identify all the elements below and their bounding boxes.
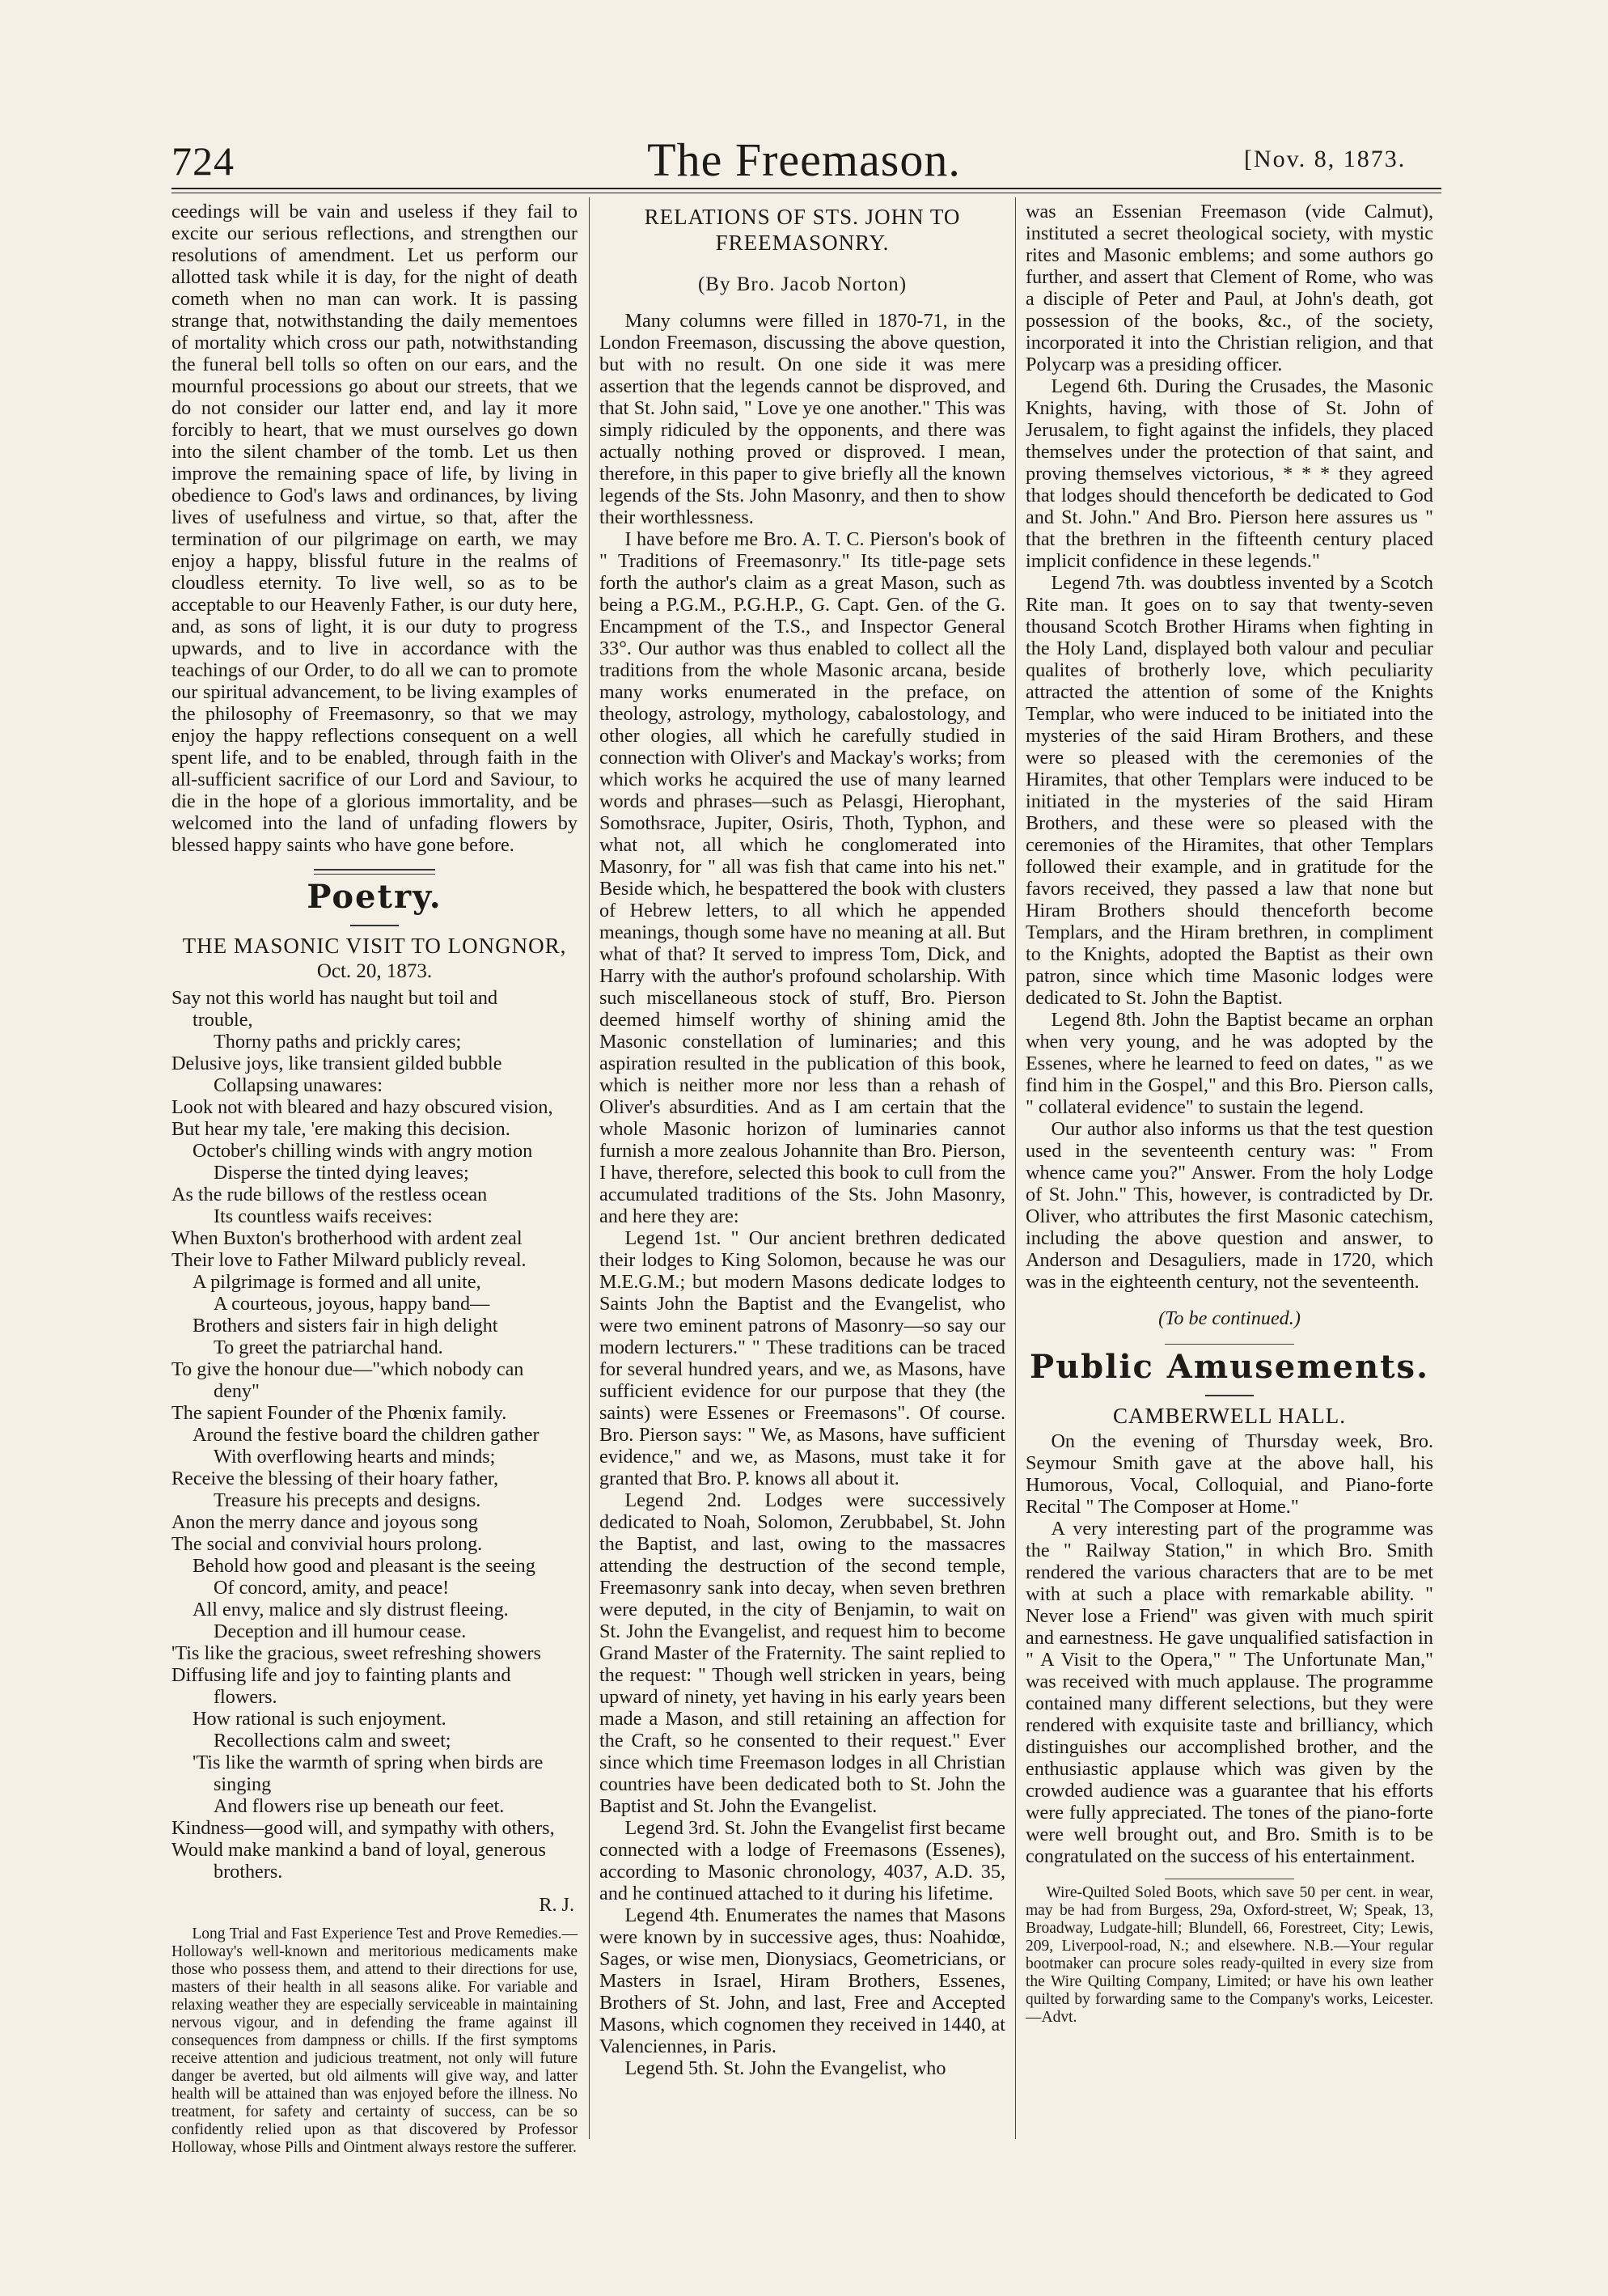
poem-line: Delusive joys, like transient gilded bubble xyxy=(171,1053,502,1074)
poem-line: Collapsing unawares: xyxy=(214,1074,383,1096)
page-number: 724 xyxy=(171,138,235,184)
poem-date: Oct. 20, 1873. xyxy=(316,960,433,982)
poem-line: A pilgrimage is formed and all unite, xyxy=(193,1271,481,1293)
section-heading-public-amusements: Public Amusements. xyxy=(1030,1348,1429,1386)
header-rule xyxy=(171,188,1441,189)
poem-line: Recollections calm and sweet; xyxy=(214,1730,451,1752)
poem-line: brothers. xyxy=(214,1861,283,1883)
poem-line: Treasure his precepts and designs. xyxy=(214,1489,481,1511)
hall-paragraph: On the evening of Thursday week, Bro. Seymour Smith gave at the above hall, his Humorous, Vocal, Colloquial, and Piano-forte Recital " The Composer at Home." xyxy=(1026,1430,1433,1518)
article-paragraph: Legend 2nd. Lodges were successively dedicated to Noah, Solomon, Zerubbabel, St. John the Baptist, and last, owing to the massacres attending the destruction of the second temple, Freemasonry sank into decay, when seven brethren were deputed, in the city of Benjamin, to wait on St. John the Evangelist, and request him to become Grand Master of the Fraternity. The saint replied to the request: " Though well stricken in years, being upward of ninety, yet having in his early years been made a Mason, and still retaining an affection for the Craft, so he consented to their request." Ever since which time Freemason lodges in all Christian countries have been dedicated both to St. John the Baptist and St. John the Evangelist. xyxy=(599,1489,1005,1817)
poem-line: Thorny paths and prickly cares; xyxy=(214,1031,462,1053)
poem-line: Their love to Father Milward publicly reveal. xyxy=(171,1249,527,1271)
poem-line: To greet the patriarchal hand. xyxy=(214,1337,443,1358)
poem-line: The social and convivial hours prolong. xyxy=(171,1533,483,1555)
column-right xyxy=(1026,201,1433,2027)
poem-line: When Buxton's brotherhood with ardent zeal xyxy=(171,1227,523,1249)
article-paragraph: Legend 6th. During the Crusades, the Masonic Knights, having, with those of St. John of Jerusalem, to fight against the infidels, they placed themselves under the protection of that saint, and proving themselves victorious, * * * they agreed that lodges should thenceforth be dedicated to God and St. John." And Bro. Pierson here assures us " that the brethren in the fifteenth century placed implicit confidence in these legends." xyxy=(1026,375,1433,572)
poem-line: Say not this world has naught but toil and xyxy=(171,987,498,1009)
article-paragraph: Legend 4th. Enumerates the names that Masons were known by in successive ages, thus: Noahidœ, Sages, or wise men, Dionysiacs, Geometricians, or Masters in Israel, Hiram Brothers, Essenes, Brothers of St. John, and last, Free and Accepted Masons, which cognomen they received in 1440, at Valenciennes, in Paris. xyxy=(599,1904,1005,2057)
holloway-advert: Long Trial and Fast Experience Test and Prove Remedies.—Holloway's well-known and meritorious medicaments make those who possess them, and attend to their directions for use, masters of their health in all seasons alike. For variable and relaxing weather they are especially serviceable in maintaining nervous vigour, and in defending the frame against ill consequences from dampness or chills. If the first symptoms receive attention and judicious treatment, not only will future danger be averted, but old ailments will give way, and latter health will be attained than was enjoyed before the illness. No treatment, for safety and certainty of success, can be so confidently relied upon as that discovered by Professor Holloway, whose Pills and Ointment always restore the sufferer. xyxy=(171,1925,578,2156)
column-middle xyxy=(599,201,1005,2079)
boots-advert: Wire-Quilted Soled Boots, which save 50 per cent. in wear, may be had from Burgess, 29a, Oxford-street, W; Speak, 13, Broadway, Ludgate-hill; Blundell, 66, Forestreet, City; Lewis, 209, Liverpool-road, N.; and elsewhere. N.B.—Your regular bootmaker can procure soles ready-quilted in every size from the Wire Quilting Company, Limited; or have his own leather quilted by forwarding same to the Company's works, Leicester.—Advt. xyxy=(1026,1884,1433,2026)
poem-line: 'Tis like the gracious, sweet refreshing showers xyxy=(171,1642,541,1664)
poem-line: Diffusing life and joy to fainting plants and xyxy=(171,1664,511,1686)
poem-line: The sapient Founder of the Phœnix family. xyxy=(171,1402,507,1424)
poem-line: As the rude billows of the restless ocean xyxy=(171,1184,488,1205)
poem-title: THE MASONIC VISIT TO LONGNOR, xyxy=(182,934,567,958)
article-paragraph: Legend 7th. was doubtless invented by a Scotch Rite man. It goes on to say that twenty-seven thousand Scotch Brother Hirams when fighting in the Holy Land, displayed both valour and peculiar qualites of brotherly love, which peculiarity attracted the attention of some of the Knights Templar, who were induced to be initiated into the mysteries of the said Hiram Brothers, and these were so pleased with the ceremonies of the Hiramites, that other Templars were induced to be initiated in the mysteries of the said Hiram Brothers, and these were so pleased with the ceremonies of the Hiramites, that other Templars followed their example, and in gratitude for the favors received, they passed a law that none but Hiram Brothers should thenceforth become Templars, and the Hiram brethren, in compliment to the Knights, adopted the Baptist as their own patron, since which time Masonic lodges were dedicated to St. John the Baptist. xyxy=(1026,572,1433,1009)
column-left xyxy=(171,201,578,2157)
poem-line: October's chilling winds with angry motion xyxy=(193,1140,533,1162)
section-rule xyxy=(1165,1344,1294,1345)
poem-line: With overflowing hearts and minds; xyxy=(214,1446,496,1468)
section-rule xyxy=(314,869,435,875)
poem-line: Kindness—good will, and sympathy with others, xyxy=(171,1817,555,1839)
article-paragraph: was an Essenian Freemason (vide Calmut), instituted a secret theological society, with mystic rites and Masonic emblems; and some authors go further, and assert that Clement of Rome, who was a disciple of Peter and Paul, at John's death, got possession of the books, &c., of the society, incorporated it into the Christian religion, and that Polycarp was a presiding officer. xyxy=(1026,201,1433,375)
article-paragraph: Legend 1st. " Our ancient brethren dedicated their lodges to King Solomon, because he was our M.E.G.M.; but modern Masons dedicate lodges to Saints John the Baptist and the Evangelist, who were two eminent patrons of Masonry—so say our modern lecturers." " These traditions can be traced for several hundred years, and we, as Masons, have sufficient evidence for our purpose that they (the saints) were Essenes or Freemasons". Of course. Bro. Pierson says: " We, as Masons, have sufficient evidence," and we, as Masons, must take it for granted that Bro. P. knows all about it. xyxy=(599,1227,1005,1489)
article-paragraph: Legend 8th. John the Baptist became an orphan when very young, and he was adopted by the Essenes, where he learned to feed on dates, " as we find him in the Gospel," and this Bro. Pierson calls, " collateral evidence" to sustain the legend. xyxy=(1026,1009,1433,1118)
section-divider xyxy=(1205,1395,1254,1396)
poem-line: Would make mankind a band of loyal, generous xyxy=(171,1839,546,1861)
article-paragraph: Legend 5th. St. John the Evangelist, who xyxy=(624,2057,946,2079)
hall-paragraph: A very interesting part of the programme was the " Railway Station," in which Bro. Smith rendered the various characters that are to be met with at such a place with remarkable ability. " Never lose a Friend" was given with much spirit and earnestness. He gave unqualified satisfaction in " A Visit to the Opera," " The Unfortunate Man," was received with much applause. The programme contained many different selections, but they were rendered with exquisite taste and brilliancy, which distinguishes our accomplished brother, and the enthusiastic applause which was given by the crowded audience was a guarantee that his efforts were fully appreciated. The tones of the piano-forte were well brought out, and Bro. Smith is to be congratulated on the success of his entertainment. xyxy=(1026,1518,1433,1867)
poem-line: And flowers rise up beneath our feet. xyxy=(214,1795,505,1817)
masthead-title: The Freemason. xyxy=(647,133,961,186)
poem-line: Of concord, amity, and peace! xyxy=(214,1577,450,1599)
poem-line: Around the festive board the children gather xyxy=(193,1424,540,1446)
poem-line: Behold how good and pleasant is the seeing xyxy=(193,1555,535,1577)
article-paragraph: I have before me Bro. A. T. C. Pierson's book of " Traditions of Freemasonry." Its title-page sets forth the author's claim as a great Mason, such as being a P.G.M., P.G.H.P., G. Capt. Gen. of the G. Encampment of the T.S., and Inspector General 33°. Our author was thus enabled to collect all the traditions from the whole Masonic arcana, beside many works enumerated in the preface, on theology, astrology, mythology, cabalostology, and other ologies, all which he carefully studied in connection with Oliver's and Mackay's works; from which works he acquired the use of many learned words and phrases—such as Pelasgi, Hierophant, Somothsrace, Jupiter, Osiris, Thoth, Typhon, and what not, all which he conglomerated into Masonry, for " all was fish that came into his net." Beside which, he bespattered the book with clusters of Hebrew letters, to all which he appended meanings, though some have no meaning at all. But what of that? It served to impress Tom, Dick, and Harry with the author's profound scholarship. With such miscellaneous stock of stuff, Bro. Pierson deemed himself worthy of shining amid the Masonic constellation of luminaries; and this aspiration resulted in the publication of this book, which is neither more nor less than a rehash of Oliver's absurdities. And as I am certain that the whole Masonic horizon of luminaries cannot furnish a more zealous Johannite than Bro. Pierson, I have, therefore, selected this book to cull from the accumulated traditions of the Sts. John Masonry, and here they are: xyxy=(599,528,1005,1227)
poem-signoff: R. J. xyxy=(539,1894,574,1916)
section-heading-poetry: Poetry. xyxy=(307,878,442,916)
article-paragraph: Many columns were filled in 1870-71, in the London Freemason, discussing the above question, but with no result. On one side it was mere assertion that the legends cannot be disproved, and that St. John said, " Love ye one another." This was simply ridiculed by the opponents, and there was actually nothing proved or disproved. I mean, therefore, in this paper to give briefly all the known legends of the Sts. John Masonry, and then to show their worthlessness. xyxy=(599,310,1005,528)
to-be-continued: (To be continued.) xyxy=(1158,1307,1301,1329)
poem-line: Disperse the tinted dying leaves; xyxy=(214,1162,469,1184)
article-title: RELATIONS OF STS. JOHN TO FREEMASONRY. xyxy=(644,205,961,255)
poem-line: Receive the blessing of their hoary father, xyxy=(171,1468,499,1489)
column-divider-1 xyxy=(589,197,590,2139)
article-paragraph: Our author also informs us that the test question used in the seventeenth century was: " From whence came you?" Answer. From the holy Lodge of St. John." This, however, is contradicted by Dr. Oliver, who attributes the first Masonic catechism, including the above question and answer, to Anderson and Desaguliers, made in 1720, which was in the eighteenth century, not the seventeenth. xyxy=(1026,1118,1433,1293)
poem-line: trouble, xyxy=(193,1009,253,1031)
poem-line: All envy, malice and sly distrust fleeing. xyxy=(193,1599,509,1620)
column-divider-2 xyxy=(1015,197,1016,2139)
poem-line: flowers. xyxy=(214,1686,277,1708)
poem-line: To give the honour due—"which nobody can xyxy=(171,1358,524,1380)
poem-body xyxy=(171,987,578,1883)
poem-line: 'Tis like the warmth of spring when birds are xyxy=(193,1752,544,1773)
poem-line: Look not with bleared and hazy obscured vision, xyxy=(171,1096,553,1118)
intro-paragraph: ceedings will be vain and useless if they fail to excite our serious reflections, and strengthen our resolutions of amendment. Let us perform our allotted task while it is day, for the night of death cometh when no man can work. It is passing strange that, notwithstanding the daily mementoes of mortality which cross our path, notwithstanding the funeral bell tolls so often on our ears, and the mournful processions go about our streets, that we do not consider our latter end, and lay it more forcibly to heart, that we must ourselves go down into the silent chamber of the tomb. Let us then improve the remaining space of life, by living in obedience to God's laws and ordinances, by living lives of usefulness and virtue, so that, after the termination of our pilgrimage on earth, we may enjoy a happy, blissful future in the realms of cloudless eternity. To live well, so as to be acceptable to our Heavenly Father, is our duty here, and, as sons of light, it is our duty to progress upwards, and to live in accordance with the teachings of our Order, to do all we can to promote our spiritual advancement, to be living examples of the philosophy of Freemasonry, so that we may enjoy the happy reflections consequent on a well spent life, and to be enabled, through faith in the all-sufficient sacrifice of our Lord and Saviour, to die in the hope of a glorious immortality, and be welcomed into the land of unfading flowers by blessed happy saints who have gone before. xyxy=(171,201,578,856)
poem-line: Anon the merry dance and joyous song xyxy=(171,1511,478,1533)
poem-line: Deception and ill humour cease. xyxy=(214,1620,467,1642)
section-divider xyxy=(350,925,399,926)
poem-line: How rational is such enjoyment. xyxy=(193,1708,446,1730)
poem-line: But hear my tale, 'ere making this decision. xyxy=(171,1118,510,1140)
poem-line: Its countless waifs receives: xyxy=(214,1205,433,1227)
hall-heading: CAMBERWELL HALL. xyxy=(1113,1404,1346,1428)
poem-line: deny" xyxy=(214,1380,260,1402)
poem-line: A courteous, joyous, happy band— xyxy=(214,1293,490,1315)
article-paragraph: Legend 3rd. St. John the Evangelist first became connected with a lodge of Freemasons (Essenes), according to Masonic chronology, 4037, A.D. 35, and he continued attached to it during his lifetime. xyxy=(599,1817,1005,1904)
poem-line: Brothers and sisters fair in high delight xyxy=(193,1315,498,1337)
poem-line: singing xyxy=(214,1773,272,1795)
issue-date: [Nov. 8, 1873. xyxy=(1244,146,1407,172)
article-byline: (By Bro. Jacob Norton) xyxy=(697,273,908,295)
